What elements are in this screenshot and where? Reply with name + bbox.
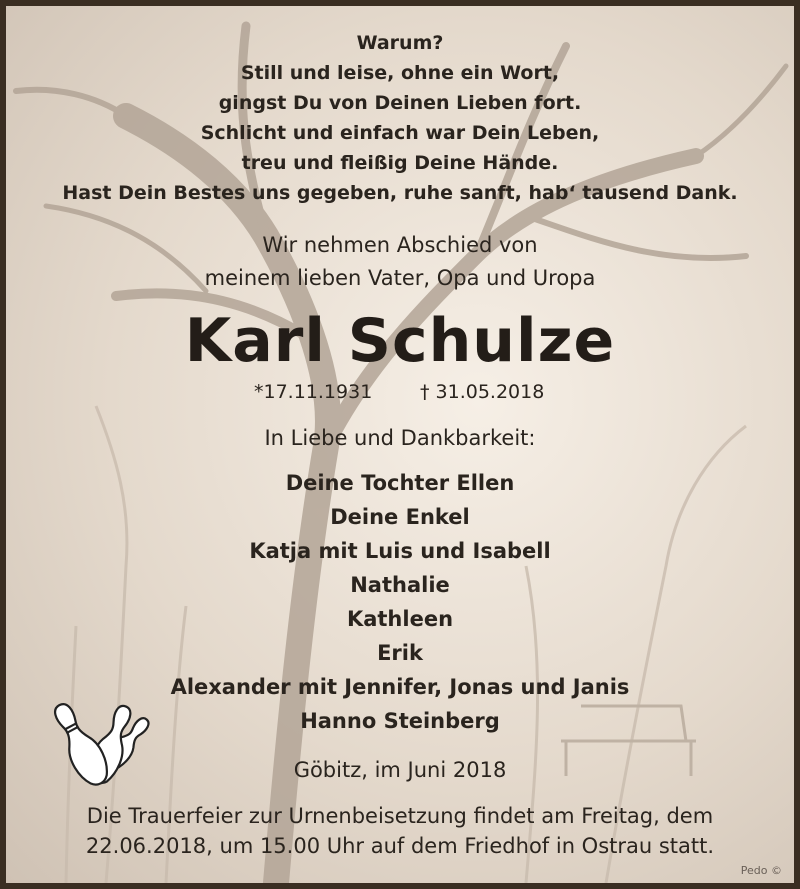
poem-line: Warum? <box>356 32 444 54</box>
mourner-name: Erik <box>377 641 423 665</box>
deceased-name: Karl Schulze <box>184 306 616 376</box>
mourner-name: Deine Tochter Ellen <box>285 471 515 495</box>
funeral-notice-line: Die Trauerfeier zur Urnenbeisetzung findet am Freitag, dem <box>86 804 714 828</box>
poem-line: Hast Dein Bestes uns gegeben, ruhe sanft, hab‘ tausend Dank. <box>62 182 738 204</box>
mourner-name: Kathleen <box>346 607 454 631</box>
mourner-name: Katja mit Luis und Isabell <box>249 539 551 563</box>
funeral-notice-line: 22.06.2018, um 15.00 Uhr auf dem Friedhof in Ostrau statt. <box>85 834 715 858</box>
gratitude-line: In Liebe und Dankbarkeit: <box>264 426 536 450</box>
poem-line: treu und fleißig Deine Hände. <box>241 152 559 174</box>
intro-line: meinem lieben Vater, Opa und Uropa <box>204 266 596 290</box>
death-date: † 31.05.2018 <box>420 381 545 403</box>
photo-credit: Pedo © <box>740 864 782 877</box>
birth-date: *17.11.1931 <box>254 381 373 403</box>
poem-line: Schlicht und einfach war Dein Leben, <box>200 122 600 144</box>
mourner-name: Alexander mit Jennifer, Jonas und Janis <box>170 675 630 699</box>
mourner-name: Nathalie <box>350 573 450 597</box>
intro-line: Wir nehmen Abschied von <box>262 233 538 257</box>
place-and-date: Göbitz, im Juni 2018 <box>293 758 507 782</box>
mourner-name: Hanno Steinberg <box>300 709 500 733</box>
mourner-name: Deine Enkel <box>330 505 470 529</box>
poem-line: Still und leise, ohne ein Wort, <box>240 62 560 84</box>
poem-line: gingst Du von Deinen Lieben fort. <box>218 92 582 114</box>
